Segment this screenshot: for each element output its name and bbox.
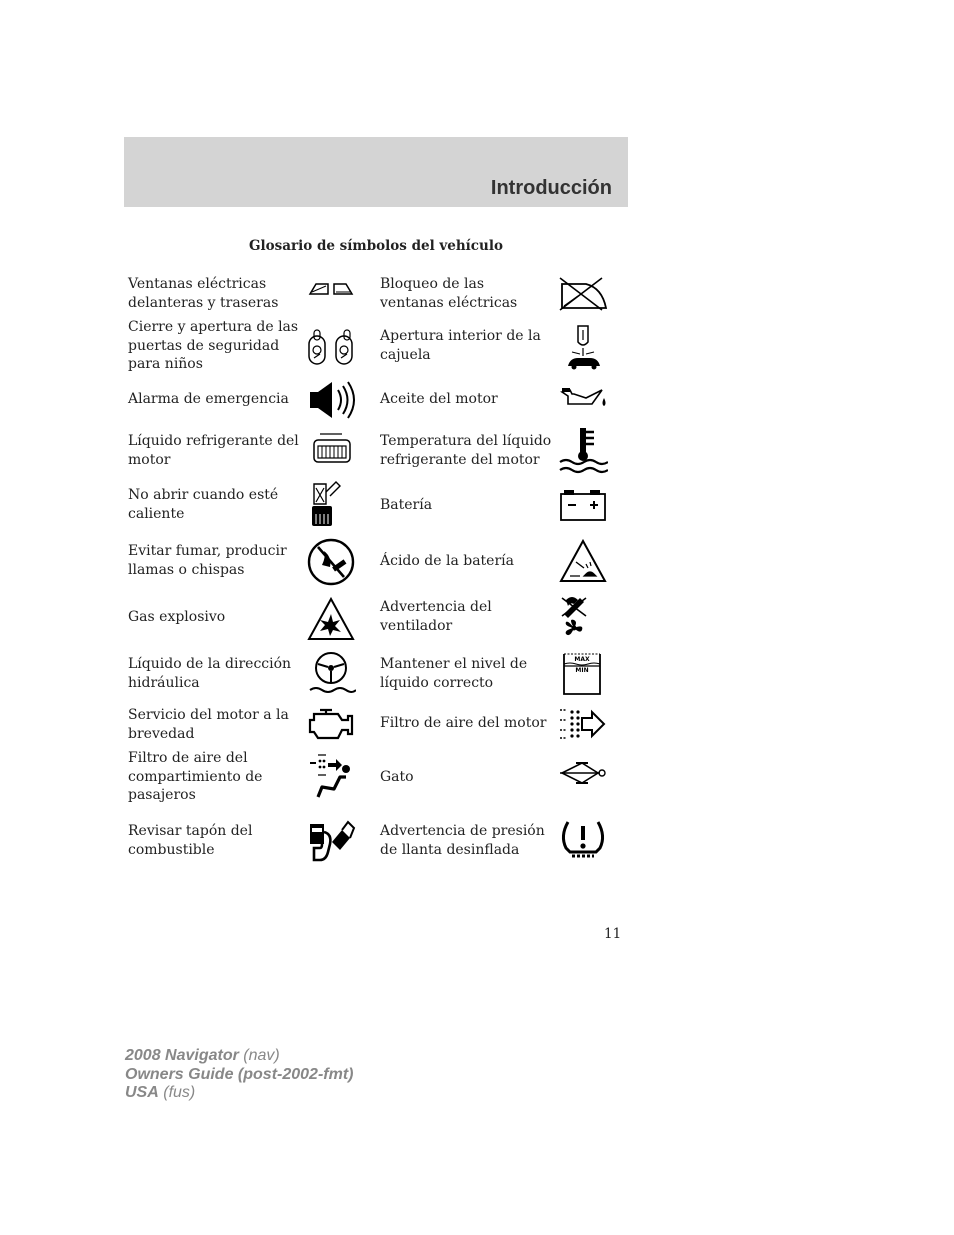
fluid-level-icon xyxy=(558,650,608,698)
symbol-label: Ácido de la batería xyxy=(380,553,514,569)
no-smoking-flames-icon xyxy=(306,537,356,587)
engine-oil-icon xyxy=(558,384,608,410)
document-footer xyxy=(125,1047,353,1103)
do-not-open-hot-icon xyxy=(306,480,356,530)
window-lockout-icon xyxy=(558,276,608,312)
section-title: Introducción xyxy=(490,177,612,199)
battery-acid-icon xyxy=(558,538,608,584)
symbol-label: Filtro de aire del compartimiento de pasajeros xyxy=(128,750,263,803)
symbol-label: Temperatura del líquido refrigerante del motor xyxy=(380,433,552,468)
glossary-row xyxy=(124,424,628,476)
footer-line-3 xyxy=(125,1084,353,1103)
footer-line-2 xyxy=(125,1066,353,1085)
glossary-row xyxy=(124,378,628,422)
glossary-title: Glosario de símbolos del vehículo xyxy=(249,238,503,254)
glossary-row xyxy=(124,480,628,532)
footer-line-1 xyxy=(125,1047,353,1066)
fluid-level-max-text: MAX xyxy=(574,656,590,663)
header-band xyxy=(124,137,628,207)
symbol-label: Gas explosivo xyxy=(128,609,226,625)
glossary-row xyxy=(124,650,628,700)
footer-model: 2008 Navigator xyxy=(125,1047,239,1064)
check-fuel-cap-icon xyxy=(306,818,356,864)
explosive-gas-icon xyxy=(306,596,356,642)
symbol-label: Ventanas eléctricas delanteras y traseras xyxy=(128,276,279,311)
glossary-row xyxy=(124,318,628,376)
glossary-row xyxy=(124,536,628,590)
symbol-label: Gato xyxy=(380,769,414,785)
glossary-row xyxy=(124,274,628,316)
battery-icon xyxy=(558,488,608,522)
engine-air-filter-icon xyxy=(558,706,608,742)
footer-market: USA xyxy=(125,1084,159,1101)
panic-alarm-icon xyxy=(306,378,356,422)
symbol-label: Apertura interior de la cajuela xyxy=(380,328,541,363)
symbol-label: Servicio del motor a la brevedad xyxy=(128,707,289,742)
glossary-row xyxy=(124,818,628,866)
symbol-label: Alarma de emergencia xyxy=(128,391,289,407)
power-windows-icon xyxy=(306,280,356,296)
symbol-label: Evitar fumar, producir llamas o chispas xyxy=(128,543,287,578)
symbol-label: Batería xyxy=(380,497,433,513)
symbol-label: Líquido de la dirección hidráulica xyxy=(128,656,292,691)
jack-icon xyxy=(558,761,608,785)
footer-model-code: (nav) xyxy=(243,1047,280,1064)
symbol-label: Líquido refrigerante del motor xyxy=(128,433,299,468)
symbol-label: Advertencia del ventilador xyxy=(380,599,492,634)
footer-guide: Owners Guide (post-2002-fmt) xyxy=(125,1065,354,1083)
symbol-label: Cierre y apertura de las puertas de seguridad para niños xyxy=(128,319,299,372)
symbol-label: Aceite del motor xyxy=(380,391,498,407)
child-safety-locks-icon xyxy=(306,328,358,368)
symbol-label: Bloqueo de las ventanas eléctricas xyxy=(380,276,518,311)
fan-warning-icon xyxy=(558,594,608,640)
interior-trunk-release-icon xyxy=(558,322,608,372)
coolant-temperature-icon xyxy=(558,426,608,474)
symbol-label: Mantener el nivel de líquido correcto xyxy=(380,656,528,691)
symbol-label: No abrir cuando esté caliente xyxy=(128,487,279,522)
symbol-label: Revisar tapón del combustible xyxy=(128,823,253,858)
page-number: 11 xyxy=(604,926,622,942)
symbol-label: Advertencia de presión de llanta desinflada xyxy=(380,823,545,858)
glossary-row xyxy=(124,749,628,811)
symbol-label: Filtro de aire del motor xyxy=(380,715,547,731)
glossary-row xyxy=(124,594,628,646)
footer-market-code: (fus) xyxy=(163,1084,196,1101)
power-steering-fluid-icon xyxy=(306,650,356,698)
glossary-row xyxy=(124,704,628,748)
low-tire-pressure-icon xyxy=(558,818,608,862)
service-engine-icon xyxy=(306,706,356,742)
cabin-air-filter-icon xyxy=(306,751,356,801)
engine-coolant-icon xyxy=(306,430,356,470)
fluid-level-min-text: MIN xyxy=(575,667,589,674)
